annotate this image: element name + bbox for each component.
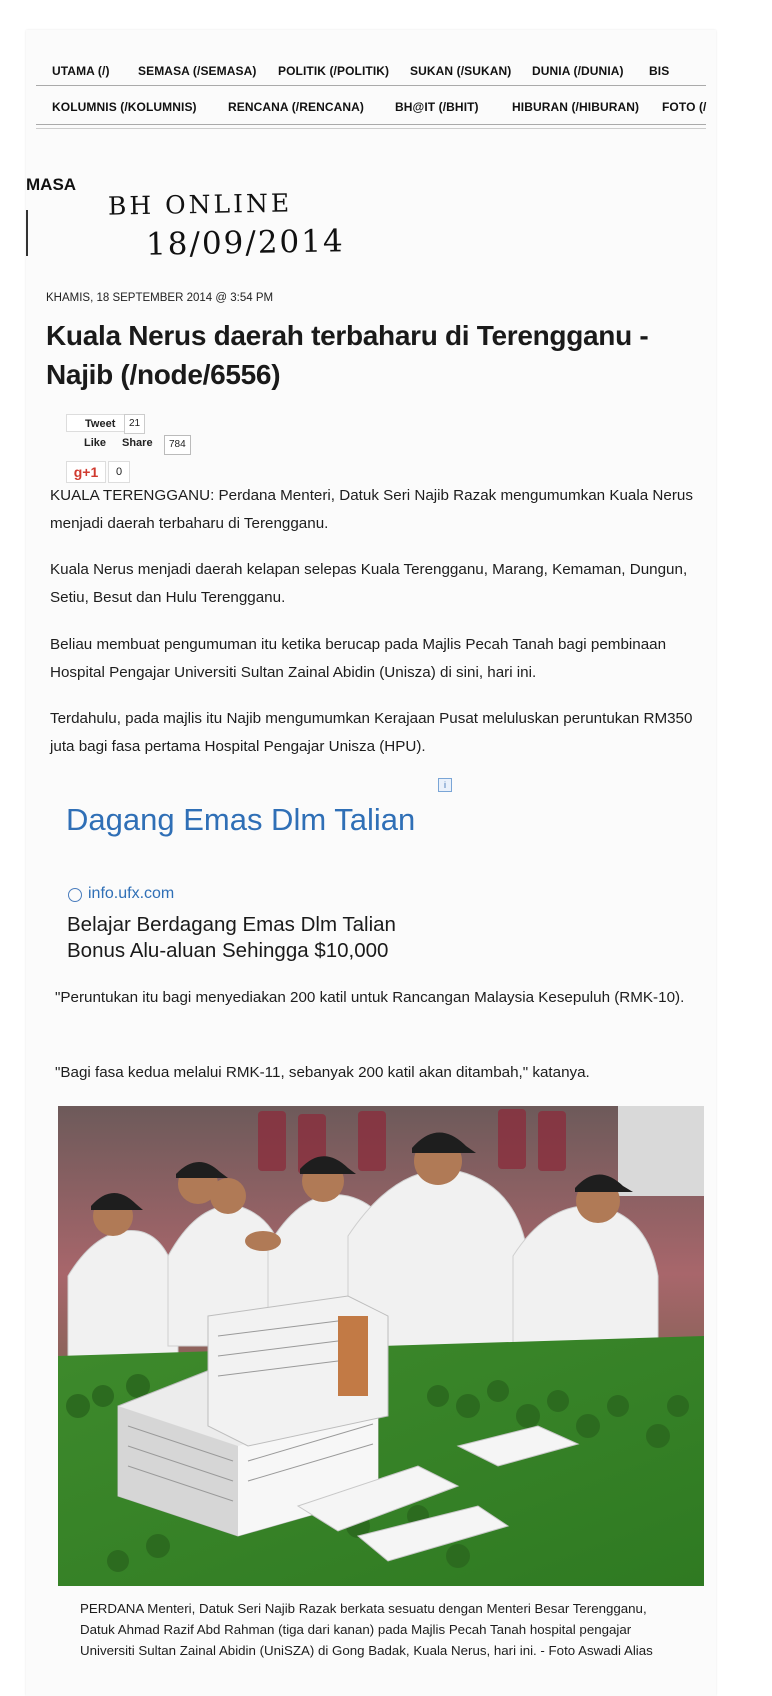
- nav-link-sukan[interactable]: SUKAN (/SUKAN): [410, 64, 512, 78]
- tweet-label: Tweet: [85, 418, 116, 430]
- ad-description-line: Belajar Berdagang Emas Dlm Talian: [67, 913, 396, 936]
- article-paragraph: "Bagi fasa kedua melalui RMK-11, sebanyak 200 katil akan ditambah," katanya.: [55, 1064, 590, 1081]
- share-count: 784: [164, 435, 191, 455]
- nav-link-foto[interactable]: FOTO (/: [662, 100, 707, 114]
- article-photo: [58, 1106, 704, 1586]
- photo-caption: PERDANA Menteri, Datuk Seri Najib Razak berkata sesuatu dengan Menteri Besar Terengganu, Datuk Ahmad Razif Abd Rahman (tiga dari kanan) pada Majlis Pecah Tanah hospital pengajar Universiti Sultan Zainal Abidin (UniSZA) di Gong Badak, Kuala Nerus, hari ini. - Foto Aswadi Alias: [80, 1601, 653, 1658]
- google-plus-button[interactable]: g+1: [66, 461, 106, 483]
- ad-info-icon[interactable]: i: [438, 778, 452, 792]
- nav-link-hiburan[interactable]: HIBURAN (/HIBURAN): [512, 100, 640, 114]
- nav-link-kolumnis[interactable]: KOLUMNIS (/KOLUMNIS): [52, 100, 197, 114]
- nav-link-bhit[interactable]: BH@IT (/BHIT): [395, 100, 479, 114]
- nav-divider: [36, 85, 706, 86]
- article-paragraph: Beliau membuat pengumuman itu ketika berucap pada Majlis Pecah Tanah bagi pembinaan Hospital Pengajar Universiti Sultan Zainal Abidin (Unisza) di sini, hari ini.: [50, 636, 667, 681]
- handwritten-date-note: 18/09/2014: [145, 223, 345, 263]
- tweet-count: 21: [124, 414, 145, 434]
- nav-divider: [36, 128, 706, 129]
- article-dateline: KHAMIS, 18 SEPTEMBER 2014 @ 3:54 PM: [46, 292, 274, 304]
- ad-description: [67, 912, 567, 964]
- handwritten-source-note: BH ONLINE: [107, 188, 293, 221]
- page-margin-mark: [26, 210, 28, 256]
- ad-description-line: Bonus Alu-aluan Sehingga $10,000: [67, 939, 389, 962]
- article-paragraph: Terdahulu, pada majlis itu Najib mengumumkan Kerajaan Pusat meluluskan peruntukan RM350 juta bagi fasa pertama Hospital Pengajar Unisza (HPU).: [50, 710, 693, 755]
- ad-url-link[interactable]: info.ufx.com: [88, 885, 175, 902]
- nav-link-bisnes[interactable]: BIS: [649, 64, 670, 78]
- nav-divider: [36, 124, 706, 125]
- nav-link-utama[interactable]: UTAMA (/): [52, 64, 110, 78]
- globe-icon: [68, 888, 82, 902]
- nav-link-rencana[interactable]: RENCANA (/RENCANA): [228, 100, 365, 114]
- nav-link-dunia[interactable]: DUNIA (/DUNIA): [532, 64, 624, 78]
- photo-illustration: [58, 1106, 704, 1586]
- google-plus-count: 0: [108, 461, 130, 483]
- article-paragraph: Kuala Nerus menjadi daerah kelapan selepas Kuala Terengganu, Marang, Kemaman, Dungun, Setiu, Besut dan Hulu Terengganu.: [50, 561, 688, 606]
- nav-link-politik[interactable]: POLITIK (/POLITIK): [278, 64, 390, 78]
- article-headline[interactable]: Kuala Nerus daerah terbaharu di Terengganu - Najib (/node/6556): [46, 320, 649, 390]
- ad-title-link[interactable]: Dagang Emas Dlm Talian: [66, 802, 416, 837]
- nav-link-semasa[interactable]: SEMASA (/SEMASA): [138, 64, 257, 78]
- article-paragraph: KUALA TERENGGANU: Perdana Menteri, Datuk Seri Najib Razak mengumumkan Kuala Nerus menjadi daerah terbaharu di Terengganu.: [50, 487, 693, 532]
- article-paragraph: "Peruntukan itu bagi menyediakan 200 katil untuk Rancangan Malaysia Kesepuluh (RMK-10).: [55, 989, 685, 1006]
- share-button[interactable]: Share: [122, 437, 153, 449]
- section-label: MASA: [26, 175, 77, 194]
- like-button[interactable]: Like: [84, 437, 107, 449]
